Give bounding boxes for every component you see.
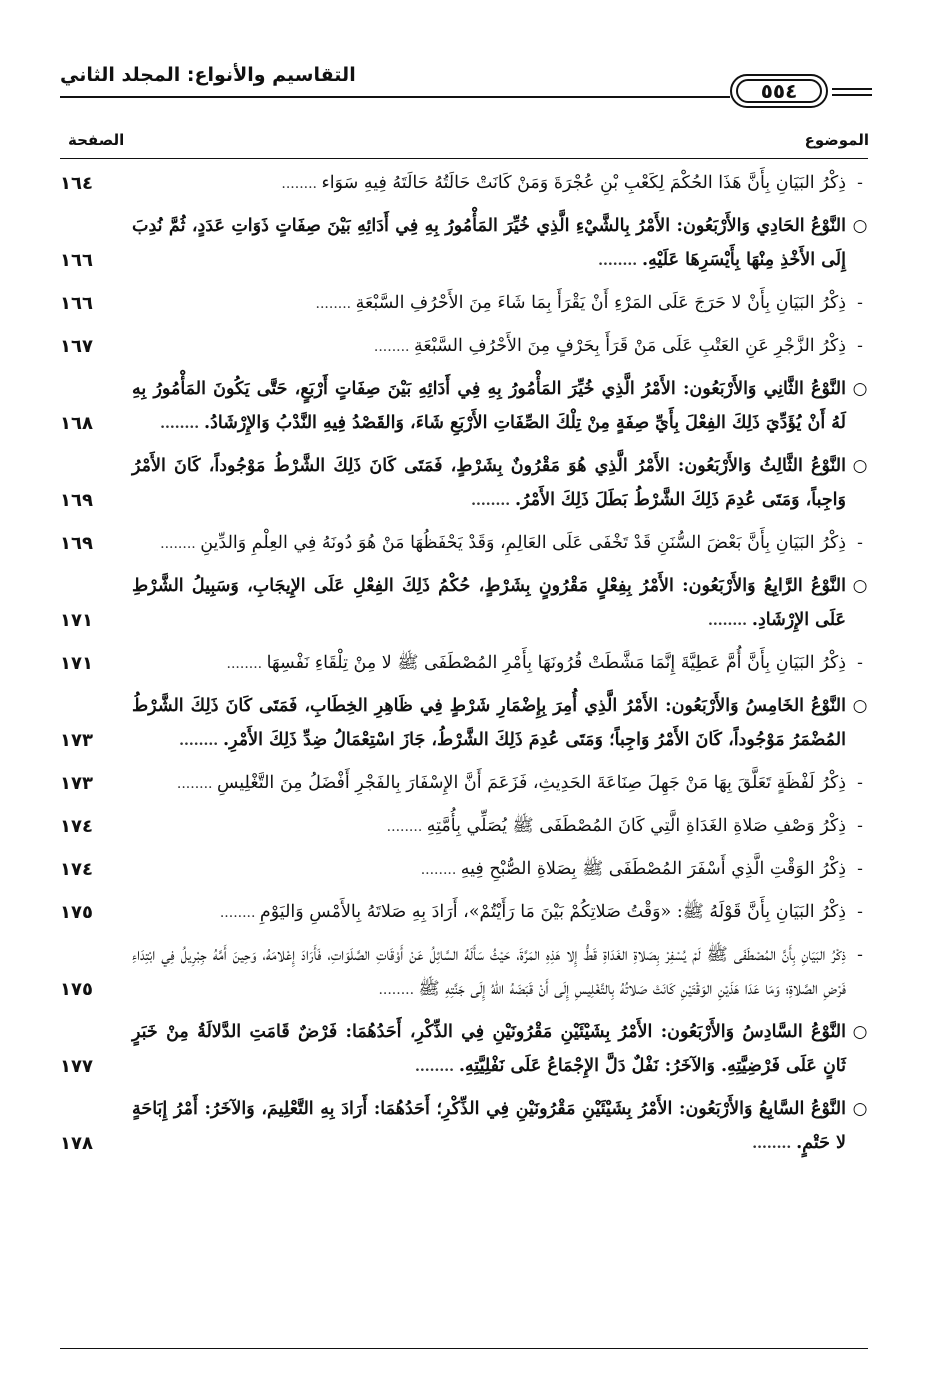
dash-bullet-icon: - xyxy=(857,293,863,313)
dash-bullet-icon: - xyxy=(857,336,863,356)
toc-page-number: ١٧٥ xyxy=(60,902,93,923)
table-of-contents xyxy=(60,166,868,1169)
toc-entry-body xyxy=(132,166,868,201)
toc-page-number: ١٦٤ xyxy=(60,173,93,194)
dot-leader: ........ xyxy=(373,339,414,355)
dot-leader: ........ xyxy=(598,253,643,269)
dot-leader: ........ xyxy=(420,862,461,878)
dash-bullet-icon: - xyxy=(857,945,863,965)
toc-entry-text: ذِكْرُ وَصْفِ صَلاةِ الغَدَاةِ الَّتِي كَانَ المُصْطَفَى ﷺ يُصَلِّي بِأُمَّتِهِ xyxy=(426,816,846,836)
toc-entry-body xyxy=(132,852,868,887)
dot-leader: ........ xyxy=(471,493,515,509)
circle-bullet-icon: ○ xyxy=(852,216,868,236)
toc-page-number: ١٦٧ xyxy=(60,336,93,357)
circle-bullet-icon: ○ xyxy=(852,696,868,716)
dot-leader: ........ xyxy=(179,733,224,749)
topic-column-heading: الموضوع xyxy=(804,131,869,149)
dash-bullet-icon: - xyxy=(857,533,863,553)
toc-page-number: ١٧١ xyxy=(60,653,93,674)
dot-leader: ........ xyxy=(708,613,752,629)
dot-leader: ........ xyxy=(414,1059,459,1075)
toc-entry-text: ذِكْرُ لَفْظَةٍ تَعَلَّقَ بِهَا مَنْ جَهِلَ صِنَاعَةَ الحَدِيثِ، فَزَعَمَ أَنَّ الإِسْفَارَ بِالفَجْرِ أَفْضَلُ مِنَ التَّغْلِيسِ xyxy=(216,773,846,793)
circle-bullet-icon: ○ xyxy=(852,576,868,596)
toc-entry-body xyxy=(132,1092,868,1161)
dash-bullet-icon: - xyxy=(857,653,863,673)
toc-entry-text: النَّوْعُ الثَّانِي وَالأَرْبَعُون: الأَمْرُ الَّذِي خُيِّرَ المَأْمُورُ بِهِ فِي أَدَائِهِ بَيْنَ صِفَاتٍ أَرْبَعٍ، حَتَّى يَكُونَ المَأْمُورُ بِهِ لَهُ أَنْ يُؤَدِّيَ ذَلِكَ الفِعْلَ بِأَيِّ صِفَةٍ مِنْ تِلْكَ الصِّفَاتِ الأَرْبَعِ شَاءَ، وَالقَصْدُ فِيهِ النَّدْبُ وَالإِرْشَادُ. xyxy=(132,379,846,433)
dash-bullet-icon: - xyxy=(857,773,863,793)
toc-page-number: ١٦٦ xyxy=(60,293,93,314)
dot-leader: ........ xyxy=(160,536,201,552)
toc-entry-body xyxy=(132,329,868,364)
running-header xyxy=(60,60,872,108)
toc-entry-text: النَّوْعُ الخَامِسُ وَالأَرْبَعُون: الأَمْرُ الَّذِي أُمِرَ بِإِضْمَارِ شَرْطٍ فِي ظَاهِرِ الخِطَابِ، فَمَتَى كَانَ ذَلِكَ الشَّرْطُ المُضْمَرُ مَوْجُوداً، كَانَ الأَمْرُ وَاجِباً؛ وَمَتَى عُدِمَ ذَلِكَ الشَّرْطُ، جَازَ اسْتِعْمَالُ ضِدِّ ذَلِكَ الأَمْرِ. xyxy=(132,696,846,750)
header-rule xyxy=(60,96,730,98)
toc-entry-body xyxy=(132,569,868,638)
toc-page-number: ١٦٩ xyxy=(60,490,93,511)
footer-rule xyxy=(60,1348,868,1349)
toc-entry-body xyxy=(132,809,868,844)
toc-entry-body xyxy=(132,689,868,758)
toc-page-number: ١٧٨ xyxy=(60,1133,93,1154)
toc-entry-text: ذِكْرُ الزَّجْرِ عَنِ العَتْبِ عَلَى مَنْ قَرَأَ بِحَرْفٍ مِنَ الأَحْرُفِ السَّبْعَةِ xyxy=(413,336,846,356)
toc-entry-text: ذِكْرُ البَيَانِ بِأَنَّ هَذَا الحُكْمَ لِكَعْبِ بْنِ عُجْرَةَ وَمَنْ كَانَتْ حَالَتُهُ حَالَتَهُ فِيهِ سَوَاء xyxy=(321,173,846,193)
toc-page-number: ١٦٦ xyxy=(60,250,93,271)
toc-heading-entry xyxy=(60,372,868,441)
toc-entry-body xyxy=(132,646,868,681)
toc-entry-body xyxy=(132,938,868,1007)
toc-sub-entry xyxy=(60,895,868,930)
toc-entry-body xyxy=(132,895,868,930)
toc-entry-body xyxy=(132,449,868,518)
toc-page-number: ١٧٥ xyxy=(60,979,93,1000)
dash-bullet-icon: - xyxy=(857,859,863,879)
toc-heading-entry xyxy=(60,1015,868,1084)
toc-page-number: ١٦٩ xyxy=(60,533,93,554)
dash-bullet-icon: - xyxy=(857,902,863,922)
dash-bullet-icon: - xyxy=(857,173,863,193)
toc-entry-body xyxy=(132,1015,868,1084)
toc-page-number: ١٧٤ xyxy=(60,859,93,880)
toc-entry-text: النَّوْعُ الثَّالِثُ وَالأَرْبَعُون: الأَمْرُ الَّذِي هُوَ مَقْرُونٌ بِشَرْطٍ، فَمَتَى كَانَ ذَلِكَ الشَّرْطُ مَوْجُوداً، كَانَ الأَمْرُ وَاجِباً، وَمَتَى عُدِمَ ذَلِكَ الشَّرْطُ بَطَلَ ذَلِكَ الأَمْرُ. xyxy=(132,456,846,510)
book-title: التقاسيم والأنواع: المجلد الثاني xyxy=(60,64,356,86)
dot-leader: ........ xyxy=(226,656,267,672)
toc-entry-body xyxy=(132,209,868,278)
dot-leader: ........ xyxy=(378,982,419,998)
header-ornament-line xyxy=(832,88,872,90)
toc-sub-entry xyxy=(60,166,868,201)
toc-entry-body xyxy=(132,286,868,321)
toc-entry-text: ذِكْرُ البَيَانِ بِأَنْ لا حَرَجَ عَلَى المَرْءِ أَنْ يَقْرَأَ بِمَا شَاءَ مِنَ الأَحْرُفِ السَّبْعَةِ xyxy=(355,293,846,313)
dot-leader: ........ xyxy=(752,1136,797,1152)
page-number: ٥٥٤ xyxy=(736,79,822,103)
circle-bullet-icon: ○ xyxy=(852,1022,868,1042)
circle-bullet-icon: ○ xyxy=(852,379,868,399)
toc-page-number: ١٧٧ xyxy=(60,1056,93,1077)
toc-page-number: ١٦٨ xyxy=(60,413,93,434)
toc-sub-entry xyxy=(60,809,868,844)
toc-heading-entry xyxy=(60,1092,868,1161)
dot-leader: ........ xyxy=(160,416,205,432)
toc-sub-entry xyxy=(60,646,868,681)
toc-page-number: ١٧٣ xyxy=(60,773,93,794)
dot-leader: ........ xyxy=(315,296,356,312)
toc-sub-entry xyxy=(60,852,868,887)
page-column-heading: الصفحة xyxy=(68,131,125,149)
toc-entry-text: ذِكْرُ البَيَانِ بِأَنَّ بَعْضَ السُّنَنِ قَدْ تَخْفَى عَلَى العَالِمِ، وَقَدْ يَحْفَظُهَا مَنْ هُوَ دُونَهُ فِي العِلْمِ وَالدِّينِ xyxy=(200,533,846,553)
circle-bullet-icon: ○ xyxy=(852,1099,868,1119)
dot-leader: ........ xyxy=(176,776,217,792)
heading-rule xyxy=(60,158,868,159)
dot-leader: ........ xyxy=(386,819,427,835)
toc-entry-body xyxy=(132,766,868,801)
toc-sub-entry xyxy=(60,766,868,801)
toc-sub-entry xyxy=(60,329,868,364)
toc-sub-entry xyxy=(60,938,868,1007)
toc-page-number: ١٧١ xyxy=(60,610,93,631)
toc-entry-text: ذِكْرُ البَيَانِ بِأَنَّ أُمَّ عَطِيَّةَ إِنَّمَا مَشَّطَتْ قُرُونَهَا بِأَمْرِ المُصْطَفَى ﷺ لا مِنْ تِلْقَاءِ نَفْسِهَا xyxy=(266,653,846,673)
toc-heading-entry xyxy=(60,569,868,638)
dash-bullet-icon: - xyxy=(857,816,863,836)
toc-sub-entry xyxy=(60,526,868,561)
toc-entry-text: النَّوْعُ السَّادِسُ وَالأَرْبَعُون: الأَمْرُ بِشَيْئَيْنِ مَقْرُونَيْنِ فِي الذِّكْرِ، أَحَدُهُمَا: فَرْضٌ قَامَتِ الدَّلالَةُ مِنْ خَبَرٍ ثَانٍ عَلَى فَرْضِيَّتِهِ. وَالآخَرُ: نَفْلٌ دَلَّ الإِجْمَاعُ عَلَى نَفْلِيَّتِهِ. xyxy=(132,1022,846,1076)
header-ornament-line xyxy=(832,94,872,96)
toc-entry-body xyxy=(132,526,868,561)
toc-heading-entry xyxy=(60,689,868,758)
toc-heading-entry xyxy=(60,209,868,278)
page-number-box xyxy=(730,74,828,108)
dot-leader: ........ xyxy=(281,176,322,192)
dot-leader: ........ xyxy=(219,905,260,921)
toc-entry-text: ذِكْرُ البَيَانِ بِأَنَّ المُصْطَفَى ﷺ لَمْ يُسْفِرْ بِصَلاةِ الغَدَاةِ قَطُّ إِلا هَذِهِ المَرَّةَ، حَيْثُ سَأَلَهُ السَّائِلُ عَنْ أَوْقَاتِ الصَّلَوَاتِ، فَأَرَادَ إِعْلامَهُ، وَحِينَ أَمَّهُ جِبْرِيلُ فِي ابْتِدَاءِ فَرْضِ الصَّلاةِ؛ وَمَا عَدَا هَذَيْنِ الوَقْتَيْنِ كَانَتْ صَلاتُهُ بِالتَّغْلِيسِ إِلَى أَنْ قَبَضَهُ اللهُ إِلَى جَنَّتِهِ ﷺ xyxy=(132,945,846,999)
toc-heading-entry xyxy=(60,449,868,518)
toc-entry-text: النَّوْعُ السَّابِعُ وَالأَرْبَعُون: الأَمْرُ بِشَيْئَيْنِ مَقْرُونَيْنِ فِي الذِّكْرِ؛ أَحَدُهُمَا: أَرَادَ بِهِ التَّعْلِيمَ، وَالآخَرُ: أَمْرُ إِبَاحَةٍ لا حَتْمٍ. xyxy=(132,1099,846,1153)
toc-page-number: ١٧٤ xyxy=(60,816,93,837)
toc-entry-text: ذِكْرُ البَيَانِ بِأَنَّ قَوْلَهُ ﷺ: «وَقْتُ صَلاتِكُمْ بَيْنَ مَا رَأَيْتُمْ»، أَرَادَ بِهِ صَلاتَهُ بِالأَمْسِ وَاليَوْمِ xyxy=(259,902,846,922)
toc-page-number: ١٧٣ xyxy=(60,730,93,751)
toc-entry-text: ذِكْرُ الوَقْتِ الَّذِي أَسْفَرَ المُصْطَفَى ﷺ بِصَلاةِ الصُّبْحِ فِيهِ xyxy=(460,859,846,879)
toc-entry-text: النَّوْعُ الرَّابِعُ وَالأَرْبَعُون: الأَمْرُ بِفِعْلٍ مَقْرُونٍ بِشَرْطٍ، حُكْمُ ذَلِكَ الفِعْلِ عَلَى الإِيجَابِ، وَسَبِيلُ الشَّرْطِ عَلَى الإِرْشَادِ. xyxy=(132,576,846,630)
toc-entry-body xyxy=(132,372,868,441)
toc-sub-entry xyxy=(60,286,868,321)
circle-bullet-icon: ○ xyxy=(852,456,868,476)
toc-entry-text: النَّوْعُ الحَادِي وَالأَرْبَعُون: الأَمْرُ بِالشَّيْءِ الَّذِي خُيِّرَ المَأْمُورُ بِهِ فِي أَدَائِهِ بَيْنَ صِفَاتٍ ذَوَاتِ عَدَدٍ، ثُمَّ نُدِبَ إِلَى الأَخْذِ مِنْهَا بِأَيْسَرِهَا عَلَيْهِ. xyxy=(132,216,846,270)
